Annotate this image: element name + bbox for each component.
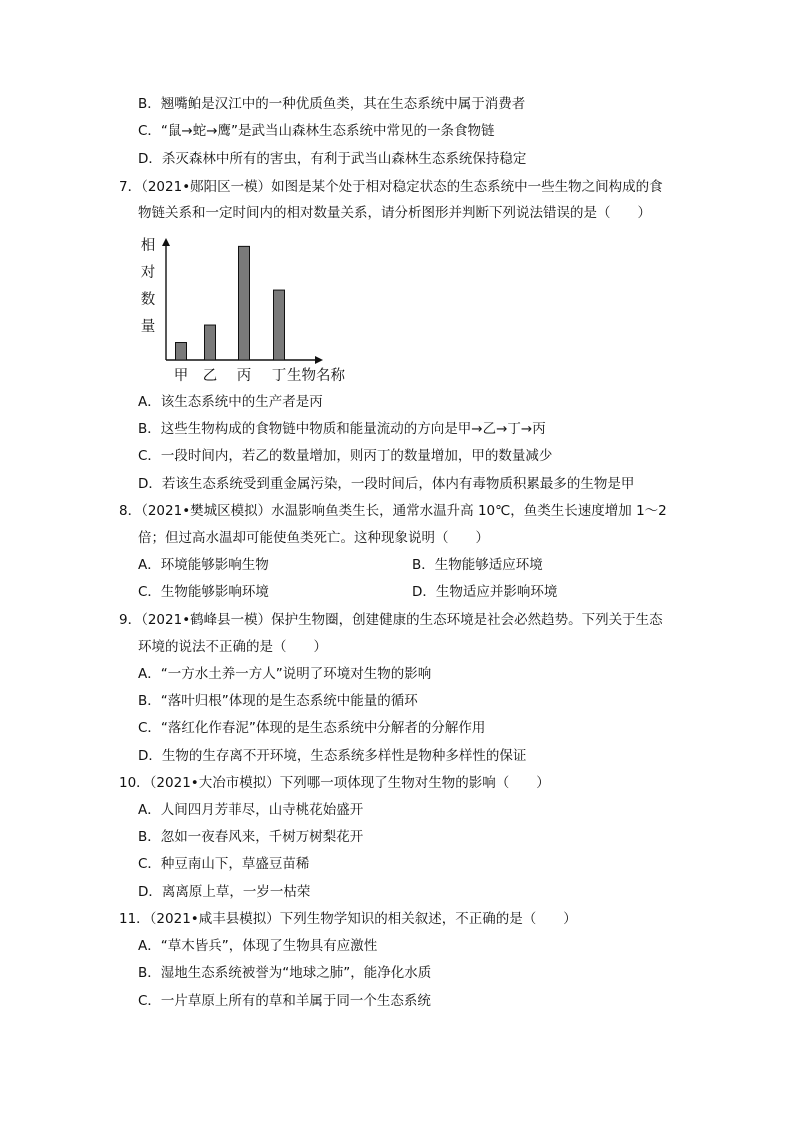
q10-option-b: B．忽如一夜春风来，千树万树梨花开 xyxy=(138,829,364,845)
q10-stem: 10．（2021•大冶市模拟）下列哪一项体现了生物对生物的影响（ ） xyxy=(119,775,550,791)
q7-stem-line1: 7．（2021•郧阳区一模）如图是某个处于相对稳定状态的生态系统中一些生物之间构成的食 xyxy=(119,179,663,195)
q9-option-c: C．“落红化作春泥”体现的是生态系统中分解者的分解作用 xyxy=(138,720,486,736)
y-axis-arrow xyxy=(162,238,170,246)
bar-4 xyxy=(274,290,285,360)
q7-option-c: C．一段时间内，若乙的数量增加，则丙丁的数量增加，甲的数量减少 xyxy=(138,448,553,464)
q10-option-c: C．种豆南山下，草盛豆苗稀 xyxy=(138,856,310,872)
q8-option-b: B．生物能够适应环境 xyxy=(412,557,543,573)
q7-stem-line2: 物链关系和一定时间内的相对数量关系，请分析图形并判断下列说法错误的是（ ） xyxy=(138,205,651,221)
q9-option-b: B．“落叶归根”体现的是生态系统中能量的循环 xyxy=(138,693,418,709)
y-axis-label-char: 数 xyxy=(140,292,156,308)
q10-option-d: D．离离原上草，一岁一枯荣 xyxy=(138,884,311,900)
q6-option-c: C．“鼠→蛇→鹰”是武当山森林生态系统中常见的一条食物链 xyxy=(138,123,495,139)
q8-option-c: C．生物能够影响环境 xyxy=(138,584,269,600)
q8-option-d: D．生物适应并影响环境 xyxy=(412,584,558,600)
x-axis-arrow xyxy=(315,356,323,364)
category-label: 丁 xyxy=(271,368,287,384)
q9-option-d: D．生物的生存离不开环境，生态系统多样性是物种多样性的保证 xyxy=(138,748,527,764)
q9-stem-line2: 环境的说法不正确的是（ ） xyxy=(138,639,327,655)
bar-3 xyxy=(239,246,250,360)
q8-stem-line1: 8．（2021•樊城区模拟）水温影响鱼类生长，通常水温升高 10℃，鱼类生长速度增加 1～2 xyxy=(119,503,667,519)
y-axis-label-char: 相 xyxy=(140,238,156,254)
bar-2 xyxy=(205,325,216,360)
q7-option-d: D．若该生态系统受到重金属污染，一段时间后，体内有毒物质积累最多的生物是甲 xyxy=(138,476,635,492)
q6-option-b: B．翘嘴鲌是汉江中的一种优质鱼类，其在生态系统中属于消费者 xyxy=(138,96,526,112)
bar-chart xyxy=(128,228,368,388)
bar-1 xyxy=(176,343,187,360)
q11-stem: 11．（2021•咸丰县模拟）下列生物学知识的相关叙述，不正确的是（ ） xyxy=(119,911,577,927)
y-axis-label-char: 量 xyxy=(140,319,156,335)
q8-stem-line2: 倍；但过高水温却可能使鱼类死亡。这种现象说明（ ） xyxy=(138,530,489,546)
y-axis-label-char: 对 xyxy=(140,265,156,281)
q10-option-a: A．人间四月芳菲尽，山寺桃花始盛开 xyxy=(138,802,364,818)
q6-option-d: D．杀灭森林中所有的害虫，有利于武当山森林生态系统保持稳定 xyxy=(138,151,527,167)
q11-option-c: C．一片草原上所有的草和羊属于同一个生态系统 xyxy=(138,993,431,1009)
q7-option-a: A．该生态系统中的生产者是丙 xyxy=(138,394,323,410)
category-label: 乙 xyxy=(202,368,218,384)
q7-option-b: B．这些生物构成的食物链中物质和能量流动的方向是甲→乙→丁→丙 xyxy=(138,421,546,437)
q9-stem-line1: 9．（2021•鹤峰县一模）保护生物圈，创建健康的生态环境是社会必然趋势。下列关于生态 xyxy=(119,612,663,628)
category-label: 丙 xyxy=(236,368,252,384)
category-label: 甲 xyxy=(173,368,189,384)
q8-option-a: A．环境能够影响生物 xyxy=(138,557,269,573)
q11-option-a: A．“草木皆兵”，体现了生物具有应激性 xyxy=(138,938,378,954)
q9-option-a: A．“一方水土养一方人”说明了环境对生物的影响 xyxy=(138,666,432,682)
x-axis-label: 生物名称 xyxy=(287,368,345,384)
q11-option-b: B．湿地生态系统被誉为“地球之肺”，能净化水质 xyxy=(138,965,432,981)
